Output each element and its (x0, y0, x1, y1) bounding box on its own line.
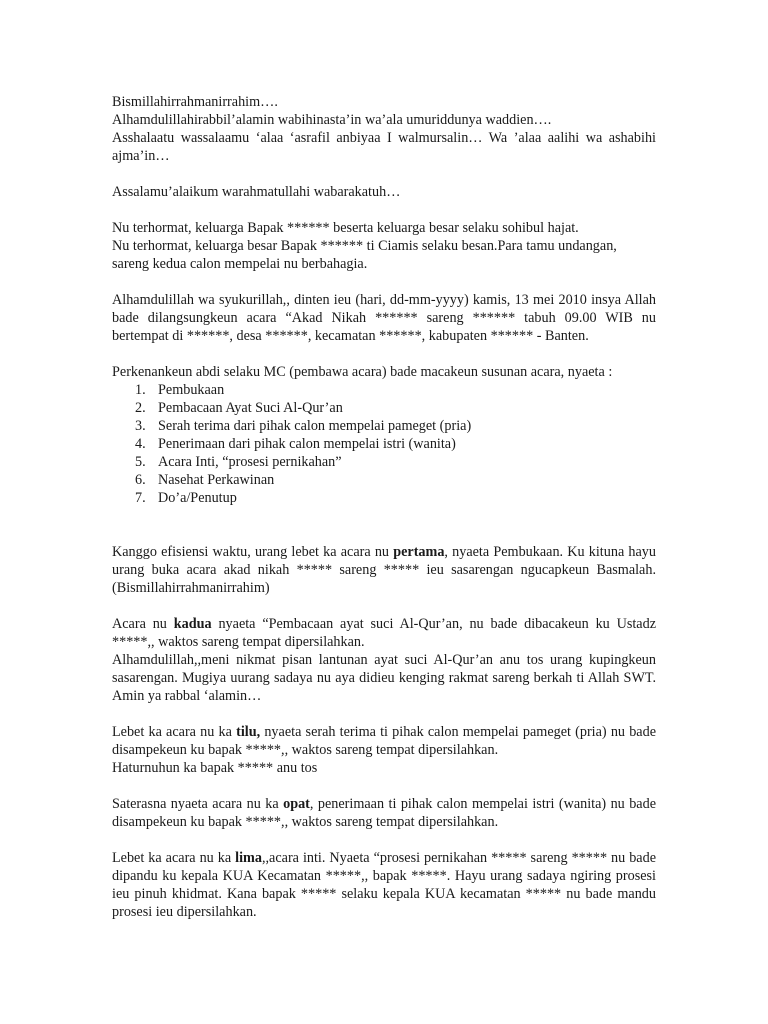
agenda-item-text: Penerimaan dari pihak calon mempelai istri (wanita) (158, 436, 456, 452)
event-info-paragraph: Alhamdulillah wa syukurillah,, dinten ieu (hari, dd-mm-yyyy) kamis, 13 mei 2010 insya Allah bade dilangsungkeun acara “Akad Nikah ****** sareng ****** tabuh 09.00 WIB nu bertempat di ******, desa ******, kecamatan ******, kabupaten ****** - Banten. (112, 292, 656, 344)
section-pembukaan (112, 543, 656, 597)
agenda-item-text: Serah terima dari pihak calon mempelai pameget (pria) (158, 418, 472, 434)
agenda-item-number: 2. (135, 400, 146, 416)
section-acara-inti (112, 849, 656, 921)
section-ordinal: pertama (393, 544, 445, 560)
section-text: Kanggo efisiensi waktu, urang lebet ka acara nu (112, 544, 394, 560)
opening-line-1: Bismillahirrahmanirrahim…. (112, 94, 278, 110)
agenda-item (135, 417, 656, 435)
agenda-item-number: 3. (135, 418, 146, 434)
agenda-item-text: Nasehat Perkawinan (158, 472, 275, 488)
section-serah-terima (112, 723, 656, 759)
agenda-item-number: 5. (135, 454, 146, 470)
agenda-item (135, 489, 656, 507)
agenda-item (135, 453, 656, 471)
agenda-intro: Perkenankeun abdi selaku MC (pembawa acara) bade macakeun susunan acara, nyaeta : (112, 364, 613, 380)
agenda-item-number: 4. (135, 436, 146, 452)
section-ordinal: lima (235, 850, 262, 866)
section-text: , nyaeta Pembukaan. Ku kituna hayu urang buka acara akad nikah ***** sareng ***** ieu sasarengan ngucapkeun Basmalah. (Bismillahirrahmanirrahim) (112, 544, 656, 596)
agenda-item-text: Pembukaan (158, 382, 225, 398)
section-text: Lebet ka acara nu ka (112, 850, 236, 866)
agenda-item-number: 7. (135, 490, 146, 506)
section-ordinal: tilu, (236, 724, 261, 740)
section-ordinal: kadua (173, 616, 212, 632)
agenda-item-number: 1. (135, 382, 146, 398)
agenda-item (135, 471, 656, 489)
document-page (112, 93, 656, 921)
agenda-list (112, 381, 656, 507)
section-quran-followup: Alhamdulillah,,meni nikmat pisan lantunan ayat suci Al-Qur’an anu tos urang kupingkeun sasarengan. Mugiya uurang sadaya nu aya didieu kenging rakmat sareng berkah ti Allah SWT. Amin ya rabbal ‘alamin… (112, 652, 656, 704)
section-text: ,,acara inti. Nyaeta “prosesi pernikahan ***** sareng ***** nu bade dipandu ku kepala KUA Kecamatan *****,, bapak *****. Hayu urang sadaya ngiring prosesi ieu pinuh khidmat. Kana bapak ***** selaku kepala KUA kecamatan ***** nu bade mandu prosesi ieu dipersilahkan. (112, 850, 656, 920)
agenda-item (135, 435, 656, 453)
agenda-item (135, 381, 656, 399)
section-text: Saterasna nyaeta acara nu ka (112, 796, 284, 812)
agenda-item-number: 6. (135, 472, 146, 488)
opening-line-2: Alhamdulillahirabbil’alamin wabihinasta’in wa’ala umuriddunya waddien…. (112, 112, 552, 128)
section-text: nyaeta “Pembacaan ayat suci Al-Qur’an, nu bade dibacakeun ku Ustadz *****,, waktos sareng tempat dipersilahkan. (112, 616, 656, 650)
agenda-item-text: Acara Inti, “prosesi pernikahan” (158, 454, 342, 470)
agenda-item-text: Pembacaan Ayat Suci Al-Qur’an (158, 400, 343, 416)
agenda-item-text: Do’a/Penutup (158, 490, 237, 506)
section-serah-terima-followup: Haturnuhun ka bapak ***** anu tos (112, 760, 318, 776)
section-text: Acara nu (112, 616, 174, 632)
agenda-item (135, 399, 656, 417)
honorific-line-2: Nu terhormat, keluarga besar Bapak ****** ti Ciamis selaku besan.Para tamu undangan, sareng kedua calon mempelai nu berbahagia. (112, 238, 617, 272)
salam-greeting: Assalamu’alaikum warahmatullahi wabarakatuh… (112, 184, 401, 200)
honorific-line-1: Nu terhormat, keluarga Bapak ****** beserta keluarga besar selaku sohibul hajat. (112, 220, 579, 236)
section-penerimaan (112, 795, 656, 831)
section-quran (112, 615, 656, 651)
section-text: Lebet ka acara nu ka (112, 724, 237, 740)
section-text: , penerimaan ti pihak calon mempelai istri (wanita) nu bade disampekeun ku bapak *****,, waktos sareng tempat dipersilahkan. (112, 796, 656, 830)
section-ordinal: opat (283, 796, 310, 812)
opening-line-3: Asshalaatu wassalaamu ‘alaa ‘asrafil anbiyaa I walmursalin… Wa ’alaa aalihi wa ashabihi ajma’in… (112, 130, 656, 164)
section-text: nyaeta serah terima ti pihak calon mempelai pameget (pria) nu bade disampekeun ku bapak *****,, waktos sareng tempat dipersilahkan. (112, 724, 656, 758)
